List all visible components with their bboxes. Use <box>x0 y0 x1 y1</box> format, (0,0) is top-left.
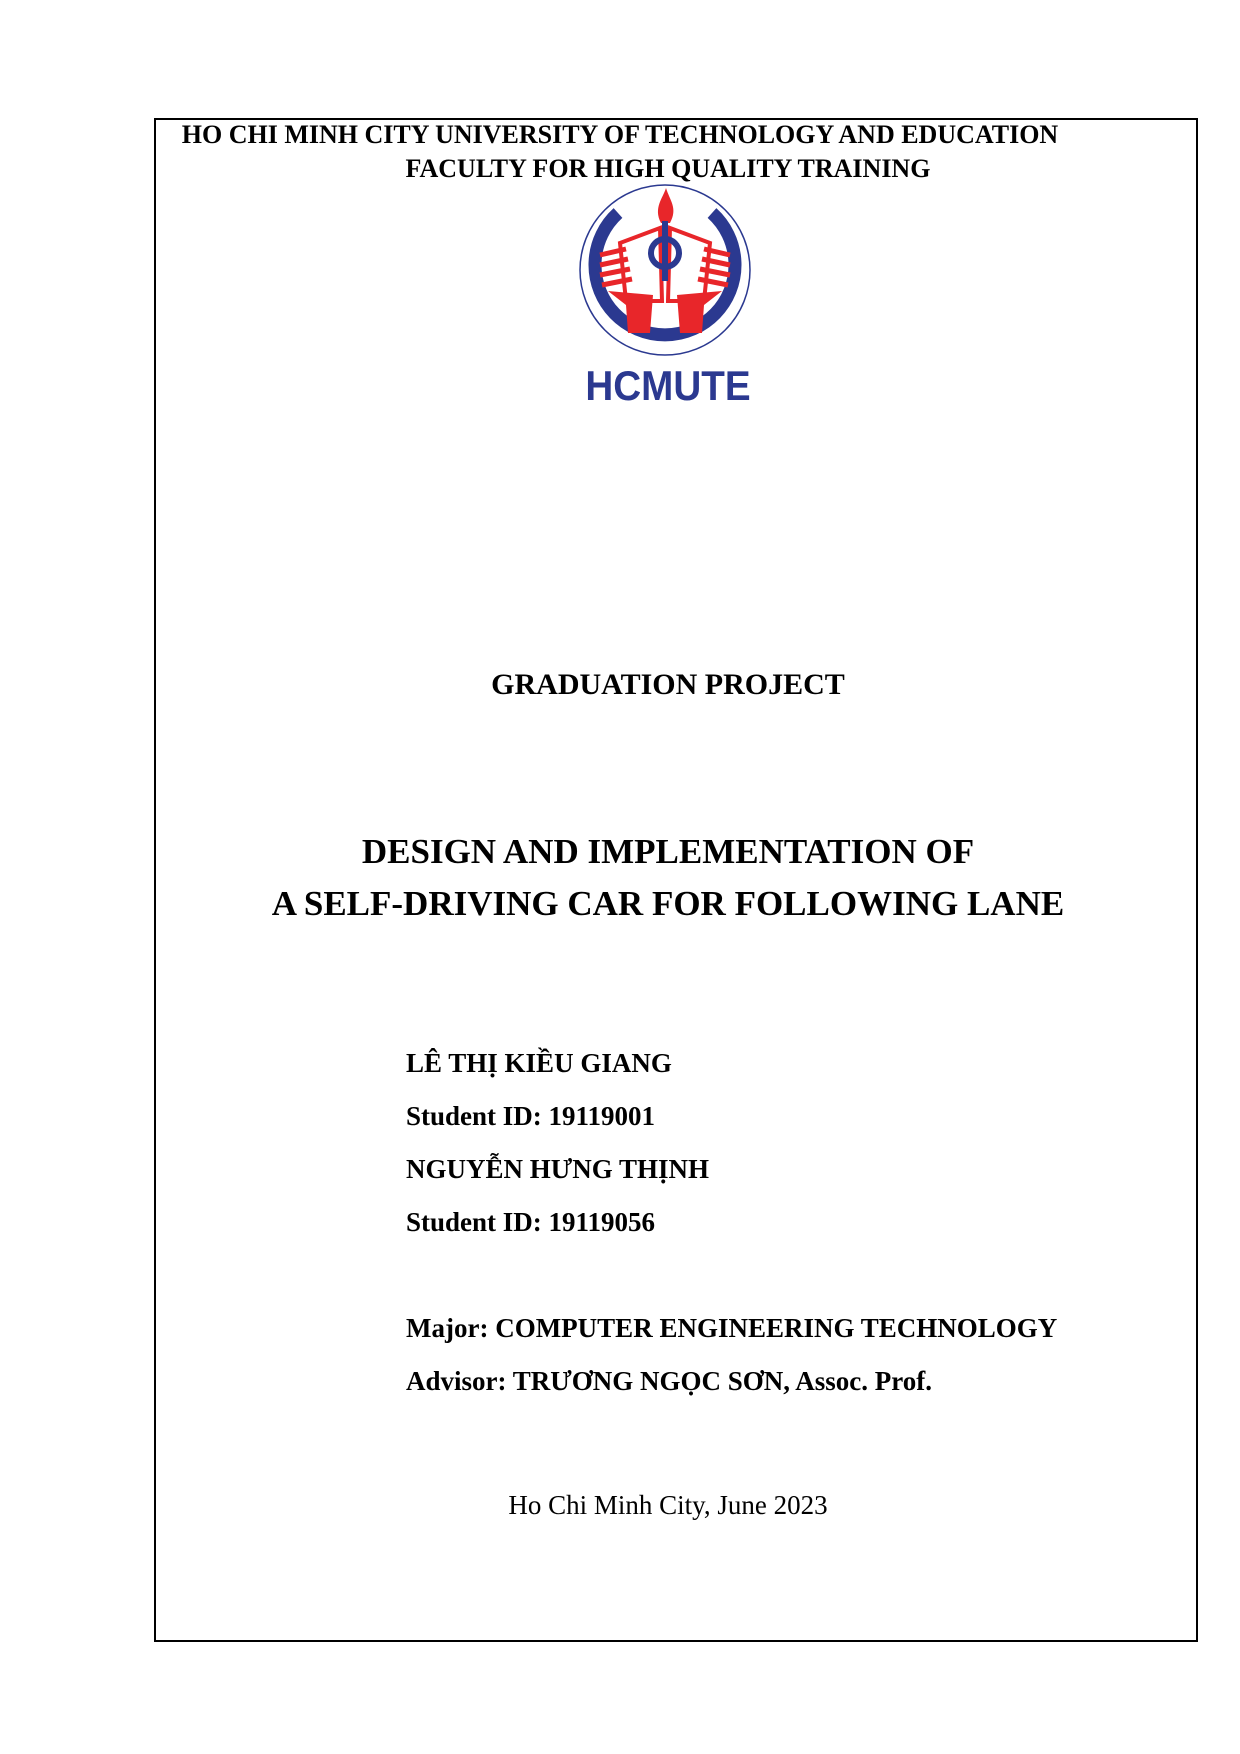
major-label: Major: <box>406 1313 489 1343</box>
major-value: COMPUTER ENGINEERING TECHNOLOGY <box>495 1313 1058 1343</box>
major <box>406 1313 1057 1344</box>
student-id-value: 19119001 <box>548 1101 656 1131</box>
university-name: HO CHI MINH CITY UNIVERSITY OF TECHNOLOGY AND EDUCATION <box>181 120 1059 149</box>
student-id-label: Student ID <box>406 1207 533 1237</box>
hcmute-logo-icon <box>578 183 752 357</box>
student-1-name: LÊ THỊ KIỀU GIANG <box>406 1048 672 1078</box>
advisor-label: Advisor: <box>406 1366 507 1396</box>
document-type: GRADUATION PROJECT <box>491 668 845 701</box>
place-date: Ho Chi Minh City, June 2023 <box>508 1490 828 1520</box>
logo-text: HCMUTE <box>585 362 751 409</box>
advisor-value: TRƯƠNG NGỌC SƠN, Assoc. Prof. <box>512 1366 933 1396</box>
title-line-2: A SELF-DRIVING CAR FOR FOLLOWING LANE <box>271 884 1065 923</box>
student-1-id: Student ID: 19119001 <box>406 1101 656 1131</box>
title-line-1: DESIGN AND IMPLEMENTATION OF <box>361 832 975 871</box>
advisor <box>406 1366 932 1397</box>
student-id-label: Student ID <box>406 1101 533 1131</box>
student-2-name: NGUYỄN HƯNG THỊNH <box>406 1154 710 1184</box>
student-2-id: Student ID: 19119056 <box>406 1207 656 1237</box>
student-id-value: 19119056 <box>548 1207 656 1237</box>
faculty-name: FACULTY FOR HIGH QUALITY TRAINING <box>405 154 931 183</box>
